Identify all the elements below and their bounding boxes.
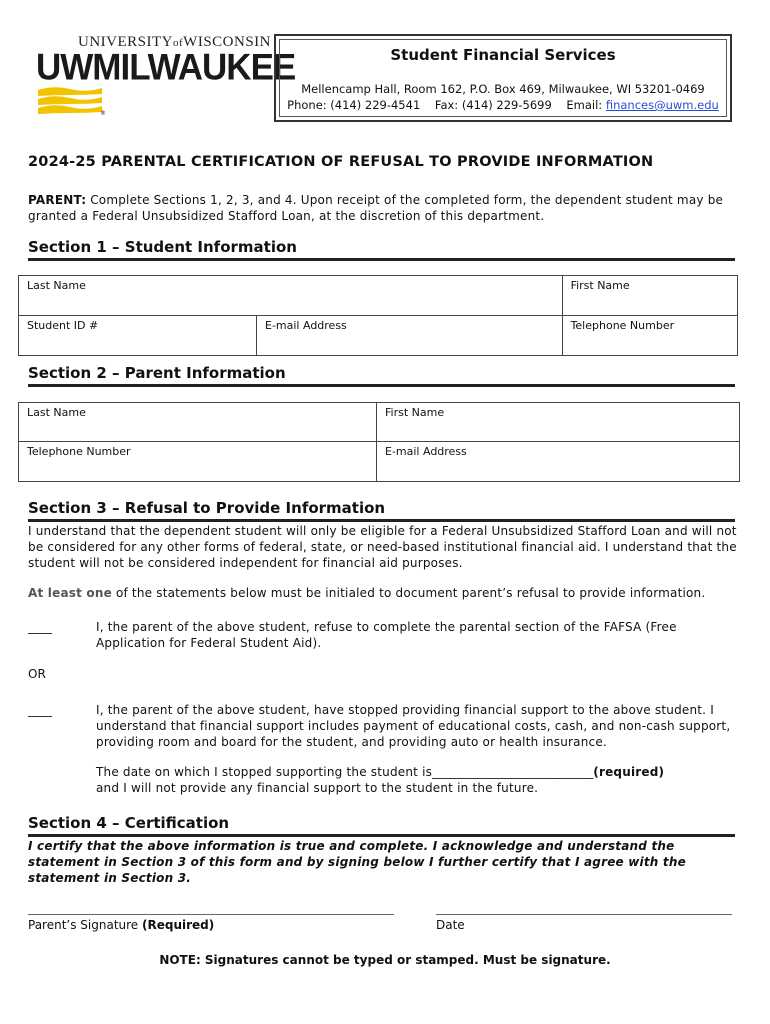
student-email-field[interactable]: E-mail Address [257,316,563,356]
section3-heading: Section 3 – Refusal to Provide Information [28,499,386,517]
office-name: Student Financial Services [390,46,616,64]
section2-rule [28,384,735,387]
parent-email-field[interactable]: E-mail Address [377,442,740,482]
certification-statement: I certify that the above information is true and complete. I acknowledge and understand the statement in Section 3 of this form and by signing below I further certify that I agree with the statement in Section 3. [28,839,686,885]
logo-university-text: UNIVERSITYofWISCONSIN [78,34,272,50]
office-contact: Phone: (414) 229-4541 Fax: (414) 229-5699 Email: finances@uwm.edu [287,98,719,112]
intro-paragraph: PARENT: Complete Sections 1, 2, 3, and 4. Upon receipt of the completed form, the dependent student may be granted a Federal Unsubsidized Stafford Loan, at the discretion of this department. [28,193,724,223]
stop-date-field[interactable]: __________________________ [432,765,594,779]
section1-rule [28,258,735,261]
section4-rule [28,834,735,837]
student-info-table [18,275,738,356]
statement-refuse-fafsa: I, the parent of the above student, refuse to complete the parental section of the FAFSA (Free Application for Federal Student Aid). [96,620,677,650]
signature-line[interactable] [28,914,394,915]
parent-last-name-field[interactable]: Last Name [19,403,377,442]
student-first-name-field[interactable]: First Name [562,276,737,316]
at-least-one-paragraph: At least one of the statements below must be initialed to document parent’s refusal to provide information. [28,586,706,600]
student-id-field[interactable]: Student ID # [19,316,257,356]
signature-label: Parent’s Signature (Required) [28,918,215,932]
support-stop-date: The date on which I stopped supporting the student is__________________________(required) and I will not provide any financial support to the student in the future. [96,765,665,795]
initial-blank-1[interactable]: ____ [28,620,52,634]
uwm-flag-icon [36,84,104,114]
parent-phone-field[interactable]: Telephone Number [19,442,377,482]
section1-heading: Section 1 – Student Information [28,238,297,256]
logo-milwaukee-text: UWMILWAUKEE [36,47,296,88]
initial-blank-2[interactable]: ____ [28,703,52,717]
section3-paragraph: I understand that the dependent student will only be eligible for a Federal Unsubsidized Stafford Loan and will not be considered for any other forms of federal, state, or need-based institutional financial aid. I understand that the student will not be considered independent for financial aid purposes. [28,524,737,570]
date-line[interactable] [436,914,732,915]
signature-note: NOTE: Signatures cannot be typed or stamped. Must be signature. [159,953,611,967]
parent-info-table [18,402,740,482]
form-title: 2024-25 PARENTAL CERTIFICATION OF REFUSAL TO PROVIDE INFORMATION [28,154,654,170]
office-address: Mellencamp Hall, Room 162, P.O. Box 469, Milwaukee, WI 53201-0469 [301,82,705,96]
email-link[interactable]: finances@uwm.edu [605,98,719,112]
registered-mark: ® [100,110,106,117]
section2-heading: Section 2 – Parent Information [28,364,286,382]
or-label: OR [28,667,46,681]
section4-heading: Section 4 – Certification [28,814,230,832]
student-last-name-field[interactable]: Last Name [19,276,563,316]
date-label: Date [436,918,465,932]
statement-stopped-support: I, the parent of the above student, have stopped providing financial support to the above student. I understand that financial support includes payment of educational costs, cash, and non-cash support, providing room and board for the student, and providing auto or health insurance. [96,703,731,749]
office-header-box [274,34,732,122]
section3-rule [28,519,735,522]
student-phone-field[interactable]: Telephone Number [562,316,737,356]
parent-first-name-field[interactable]: First Name [377,403,740,442]
